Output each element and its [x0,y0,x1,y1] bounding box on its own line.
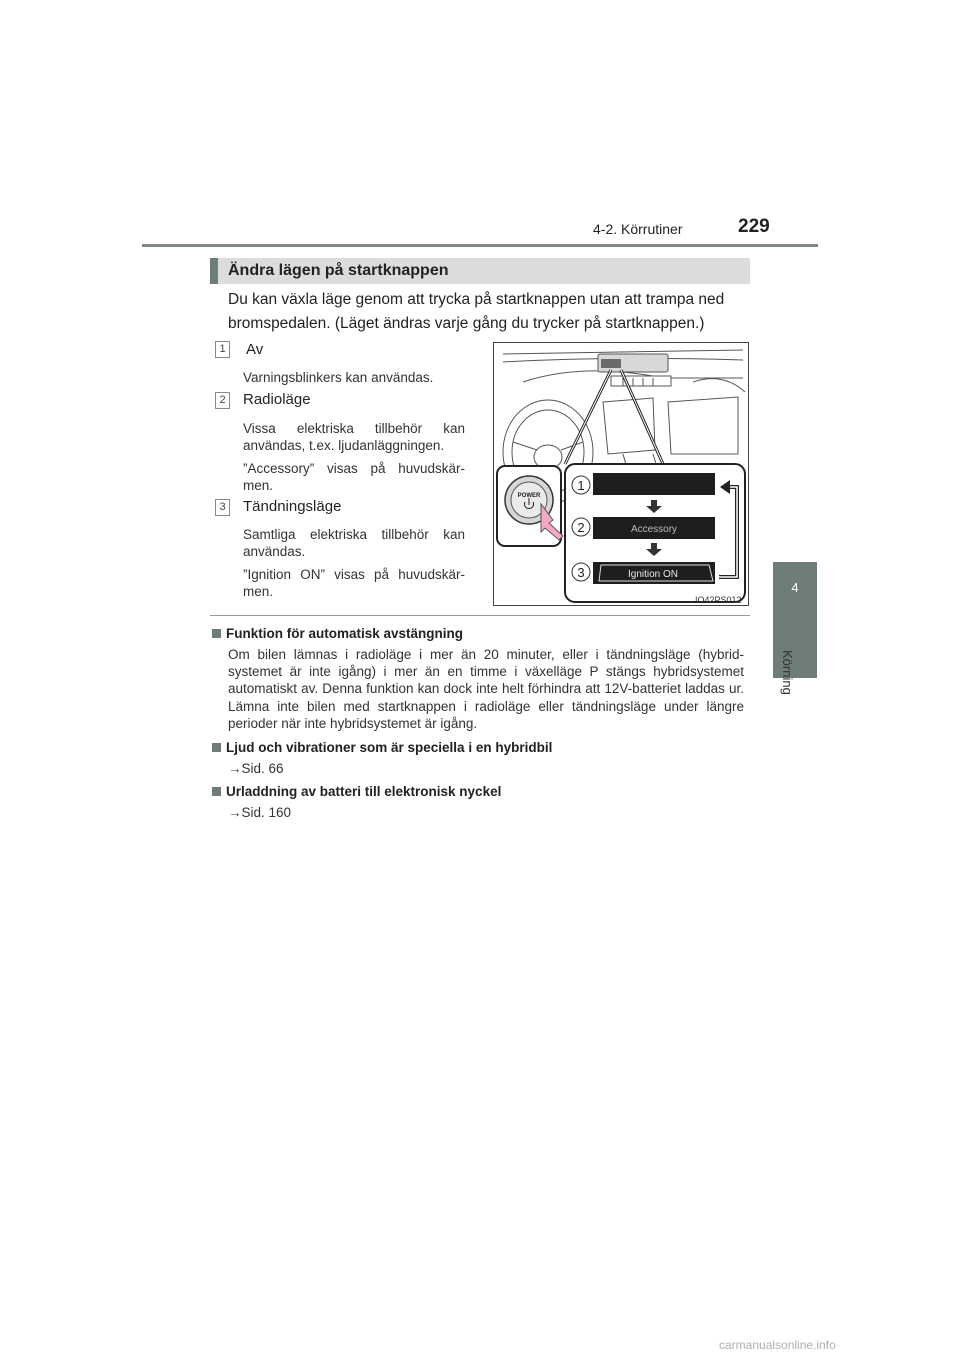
chapter-tab-label: Körning [780,650,795,695]
display-accessory-text: Accessory [630,524,678,535]
item-desc-2b: ”Accessory” visas på huvudskär-men. [243,461,465,493]
watermark: carmanualsonline.info [719,1338,836,1352]
display-off [593,473,715,495]
figure-code: IO42PS012 [695,595,742,605]
intro-line-2: bromspedalen. (Läget ändras varje gång du trycker på startknappen.) [228,315,705,332]
item-desc-3a: Samtliga elektriska tillbehör kan användas. [243,527,465,559]
section-title: Ändra lägen på startknappen [228,262,449,279]
note-heading-1-text: Funktion för automatisk avstängning [226,626,464,641]
page-number: 229 [738,216,770,237]
display-ignition-text: Ignition ON [627,569,679,580]
intro-line-1: Du kan växla läge genom att trycka på startknappen utan att trampa ned [228,291,725,308]
running-header-section: 4-2. Körrutiner [593,221,683,237]
item-number-3: 3 [215,499,230,516]
item-desc-2a: Vissa elektriska tillbehör kan användas, t.ex. ljudanläggningen. [243,421,465,453]
chapter-tab-number: 4 [791,580,799,595]
item-number-1: 1 [215,341,230,358]
bullet-square-icon [212,743,221,752]
section-divider [210,615,750,616]
header-rule [142,244,818,247]
section-heading-accent [210,258,218,284]
note-heading-1 [212,626,463,641]
note-body-3: →Sid. 160 [228,805,292,820]
note-heading-3-text: Urladdning av batteri till elektronisk nyckel [226,784,502,799]
item-desc-3b: ”Ignition ON” visas på huvudskär-men. [243,567,465,599]
item-title-2: Radioläge [243,391,311,408]
bullet-square-icon [212,787,221,796]
item-title-1: Av [246,341,264,358]
note-heading-2-text: Ljud och vibrationer som är speciella i en hybridbil [226,740,553,755]
start-button-illustration [493,342,749,606]
item-number-2: 2 [215,392,230,409]
power-button-label: POWER [517,493,541,499]
note-heading-2 [212,740,552,755]
step-number-1: 1 [577,478,585,493]
item-title-3: Tändningsläge [243,498,342,515]
note-heading-3 [212,784,501,799]
note-body-2: →Sid. 66 [228,761,284,776]
note-body-1: Om bilen lämnas i radioläge i mer än 20 minuter, eller i tändningsläge (hybrid-systemet är inte igång) i mer än en timme i växelläge P stängs hybridsystemet automatiskt av. Denna funktion kan dock inte helt förhindra att 12V-batteriet laddas ur. Lämna inte bilen med startknappen i radioläge eller tändningsläge under längre perioder när inte hybridsystemet är igång. [228,647,744,731]
item-desc-1: Varningsblinkers kan användas. [243,370,434,385]
bullet-square-icon [212,629,221,638]
step-number-3: 3 [577,565,585,580]
step-number-2: 2 [577,520,585,535]
